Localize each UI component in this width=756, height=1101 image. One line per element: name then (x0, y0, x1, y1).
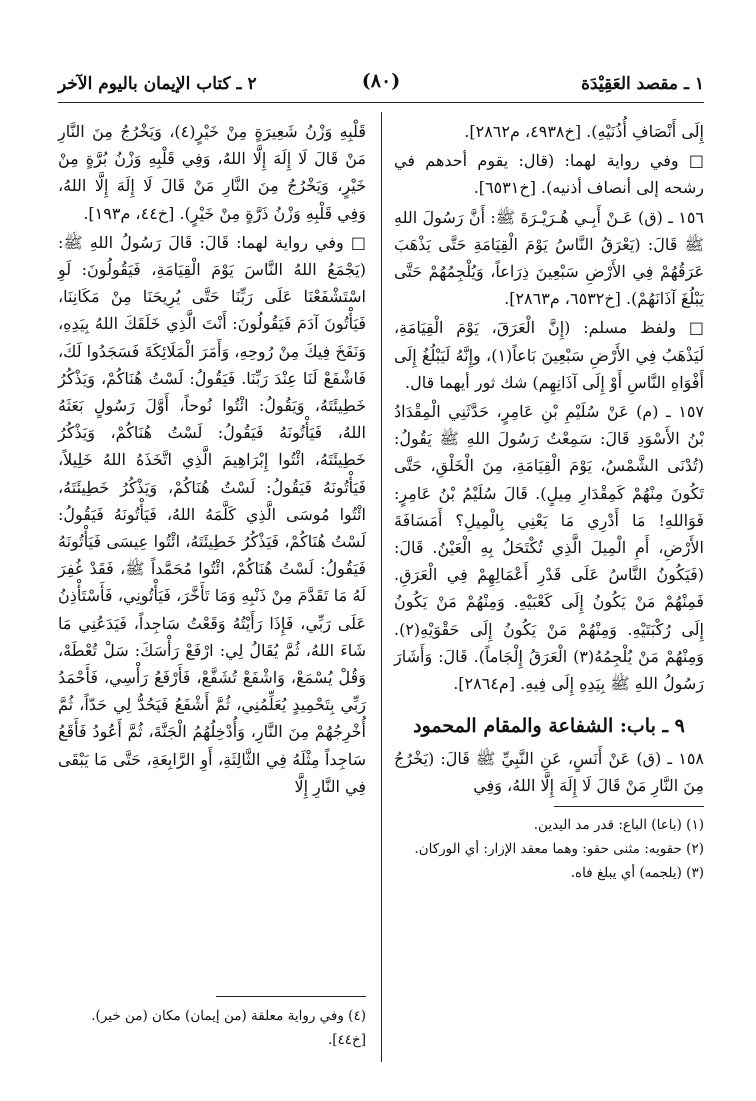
chapter-heading: ٩ ـ باب: الشفاعة والمقام المحمود (413, 715, 685, 738)
footnote-1: (١) (باعا) الباع: قدر مد اليدين. (533, 816, 704, 833)
footnote-rule (554, 806, 704, 807)
page-number: (٨٠) (361, 70, 401, 92)
header-chapter-title: ٢ ـ كتاب الإيمان باليوم الآخر (58, 74, 257, 94)
hadith-text: إِلَى أَنْصَافِ أُذُنَيْهِ). [خ٤٩٣٨، م٢٨٦٢]. (464, 122, 704, 141)
header-section-title: ١ ـ مقصد العَقِيْدَة (581, 74, 704, 94)
hadith-156: ١٥٦ ـ (ق) عَـنْ أَبِـي هُـرَيْـرَةَ ﷺ: أَنَّ رَسُولَ اللهِ ﷺ قَالَ: (يَعْرَقُ النَّاسُ يَوْمَ الْقِيَامَةِ حَتَّى يَذْهَبَ عَرَقُهُمْ فِي الأَرْضِ سَبْعِينَ ذِرَاعاً، وَيُلْجِمُهُمْ حَتَّى يَبْلُغَ آذَانَهُمْ). [خ٦٥٣٢، م٢٨٦٣]. (394, 207, 704, 309)
hadith-narration-muslim: □ ولفظ مسلم: (إِنَّ الْعَرَقَ، يَوْمَ الْقِيَامَةِ، لَيَذْهَبُ فِي الأَرْضِ سَبْعِينَ بَاعاً(١)، وإِنَّهُ لَيَبْلُغُ إِلَى أَفْوَاهِ النَّاسِ أَوْ إِلَى آذَانِهِم) شك ثور أيهما قال. (394, 318, 704, 392)
hadith-157: ١٥٧ ـ (م) عَنْ سُلَيْمِ بْنِ عَامِرٍ، حَدَّثَنِي الْمِقْدَادُ بْنُ الأَسْوَدِ قَالَ: سَمِعْتُ رَسُولَ اللهِ ﷺ يَقُولُ: (تُدْنَى الشَّمْسُ، يَوْمَ الْقِيَامَةِ، مِنَ الْخَلْقِ، حَتَّى تَكُونَ مِنْهُمْ كَمِقْدَارِ مِيلٍ). قَالَ سُلَيْمُ بْنُ عَامِرٍ: فَوَاللهِ! مَا أَدْرِي مَا يَعْنِي بِالْمِيلِ؟ أَمَسَافَةَ الأَرْضِ، أَمِ الْمِيلَ الَّذِي تُكْتَحَلُ بِهِ الْعَيْنُ. قَالَ: (فَيَكُونُ النَّاسُ عَلَى قَدْرِ أَعْمَالِهِمْ فِي الْعَرَقِ. فَمِنْهُمْ مَنْ يَكُونُ إِلَى كَعْبَيْهِ. وَمِنْهُمْ مَنْ يَكُونُ إِلَى رُكْبَتَيْهِ. وَمِنْهُمْ مَنْ يَكُونُ إِلَى حَقْوَيْهِ(٢). وَمِنْهُمْ مَنْ يُلْجِمُهُ(٣) الْعَرَقُ إِلْجَاماً). قَالَ: وَأَشَارَ رَسُولُ اللهِ ﷺ بِيَدِهِ إِلَى فِيهِ. [م٢٨٦٤]. (394, 402, 704, 694)
footnote-4: (٤) وفي رواية معلقة (من إيمان) مكان (من خير). [خ٤٤]. (91, 1008, 366, 1048)
left-column (58, 118, 366, 802)
footnote-rule-left (216, 996, 366, 997)
hadith-158-continued: قَلْبِهِ وَزْنُ شَعِيرَةٍ مِنْ خَيْرٍ(٤)، وَيَخْرُجُ مِنَ النَّارِ مَنْ قَالَ لَا إِلَهَ إِلَّا اللهُ، وَفِي قَلْبِهِ وَزْنُ بُرَّةٍ مِنْ خَيْرٍ، وَيَخْرُجُ مِنَ النَّارِ مَنْ قَالَ لَا إِلَهَ إِلَّا اللهُ، وَفِي قَلْبِهِ وَزْنُ ذَرَّةٍ مِنْ خَيْرٍ). [خ٤٤، م١٩٣]. (58, 122, 366, 223)
hadith-narration: □ وفي رواية لهما: (قال: يقوم أحدهم في رشحه إلى أنصاف أذنيه). [خ٦٥٣١]. (394, 151, 704, 198)
right-column (394, 118, 704, 885)
footnote-2: (٢) حقويه: مثنى حقو: وهما معقد الإزار: أي الوركان. (414, 840, 704, 857)
header-rule (58, 102, 704, 103)
page-header (58, 70, 704, 100)
column-divider (381, 112, 382, 1062)
hadith-158-narration: □ وفي رواية لهما: قَالَ: قَالَ رَسُولُ اللهِ ﷺ: (يَجْمَعُ اللهُ النَّاسَ يَوْمَ الْقِيَامَةِ، فَيَقُولُونَ: لَوِ اسْتَشْفَعْنَا عَلَى رَبِّنَا حَتَّى يُرِيحَنَا مِنْ مَكَانِنَا، فَيَأْتُونَ آدَمَ فَيَقُولُونَ: أَنْتَ الَّذِي خَلَقَكَ اللهُ بِيَدِهِ، وَنَفَخَ فِيكَ مِنْ رُوحِهِ، وَأَمَرَ الْمَلَائِكَةَ فَسَجَدُوا لَكَ، فَاشْفَعْ لَنَا عِنْدَ رَبِّنَا. فَيَقُولُ: لَسْتُ هُنَاكُمْ، وَيَذْكُرُ خَطِيئَتَهُ، وَيَقُولُ: ائْتُوا نُوحاً، أَوَّلَ رَسُولٍ بَعَثَهُ اللهُ، فَيَأْتُونَهُ فَيَقُولُ: لَسْتُ هُنَاكُمْ، وَيَذْكُرُ خَطِيئَتَهُ، ائْتُوا إِبْرَاهِيمَ الَّذِي اتَّخَذَهُ اللهُ خَلِيلاً، فَيَأْتُونَهُ فَيَقُولُ: لَسْتُ هُنَاكُمْ، وَيَذْكُرُ خَطِيئَتَهُ، ائْتُوا مُوسَى الَّذِي كَلَّمَهُ اللهُ، فَيَأْتُونَهُ فَيَقُولُ: لَسْتُ هُنَاكُمْ، فَيَذْكُرُ خَطِيئَتَهُ، ائْتُوا عِيسَى فَيَأْتُونَهُ فَيَقُولُ: لَسْتُ هُنَاكُمْ، ائْتُوا مُحَمَّداً ﷺ، فَقَدْ غُفِرَ لَهُ مَا تَقَدَّمَ مِنْ ذَنْبِهِ وَمَا تَأَخَّرَ، فَيَأْتُونِي، فَأَسْتَأْذِنُ عَلَى رَبِّي، فَإِذَا رَأَيْتُهُ وَقَعْتُ سَاجِداً، فَيَدَعُنِي مَا شَاءَ اللهُ، ثُمَّ يُقَالُ لِي: ارْفَعْ رَأْسَكَ: سَلْ تُعْطَهْ، وَقُلْ يُسْمَعْ، وَاشْفَعْ تُشَفَّعْ، فَأَرْفَعُ رَأْسِي، فَأَحْمَدُ رَبِّي بِتَحْمِيدٍ يُعَلِّمُنِي، ثُمَّ أَشْفَعُ فَيَحُدُّ لِي حَدّاً، ثُمَّ أُخْرِجُهُمْ مِنَ النَّارِ، وَأُدْخِلُهُمُ الْجَنَّةَ، ثُمَّ أَعُودُ فَأَقَعُ سَاجِداً مِثْلَهُ فِي الثَّالِثَةِ، أَوِ الرَّابِعَةِ، حَتَّى مَا يَبْقَى فِي النَّارِ إِلَّا (58, 232, 366, 796)
footnote-3: (٣) (يلجمه) أي يبلغ فاه. (570, 864, 704, 881)
hadith-158: ١٥٨ ـ (ق) عَنْ أَنَسٍ، عَنِ النَّبِيِّ ﷺ قَالَ: (يَخْرُجُ مِنَ النَّارِ مَنْ قَالَ لَا إِلَهَ إِلَّا اللهُ، وَفِي (394, 749, 704, 796)
